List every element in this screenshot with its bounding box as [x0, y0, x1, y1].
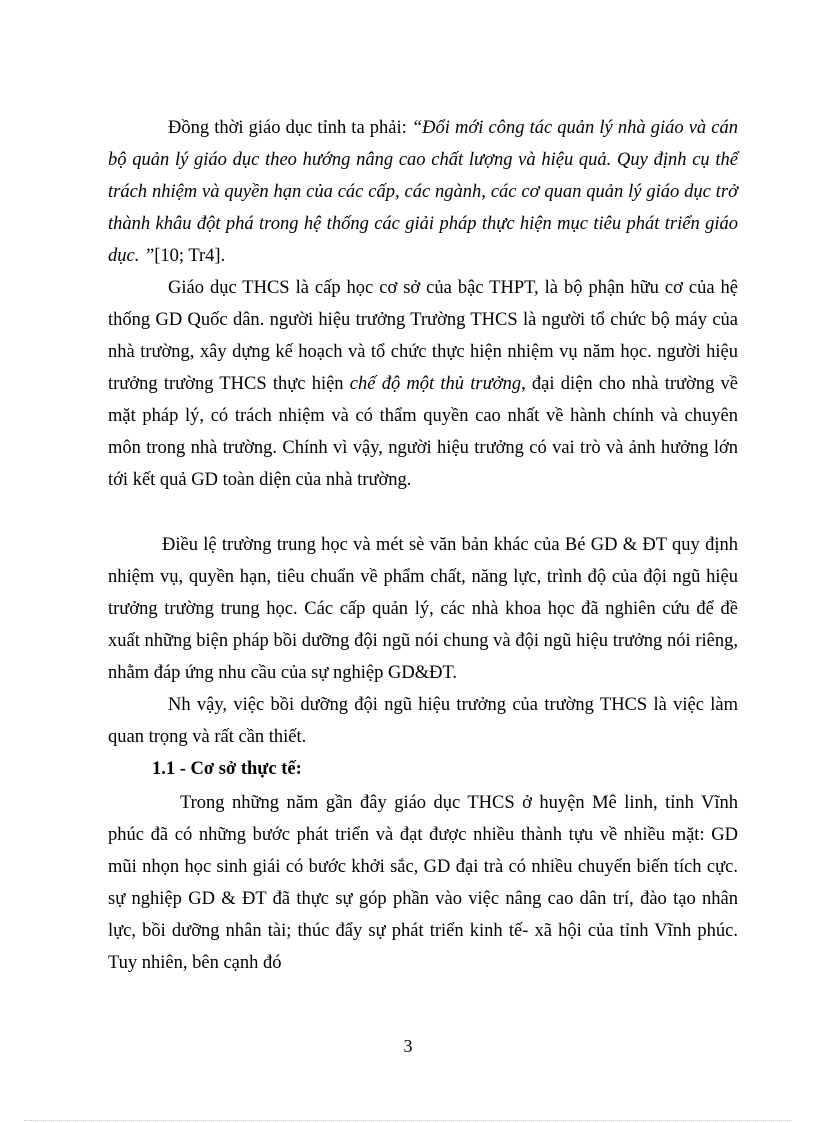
citation: [10; Tr4]. [154, 246, 226, 266]
paragraph-education-reform [108, 112, 738, 272]
paragraph-text: Trong những năm gần đây giáo dục THCS ở huyện Mê linh, tỉnh Vĩnh phúc đã có những bước phát triển và đạt được nhiều thành tựu về nhiều mặt: GD mũi nhọn học sinh giái có bước khởi sắc, GD đại trà có nhiều chuyển biến tích cực. sự nghiệp GD & ĐT đã thực sự góp phần vào việc nâng cao dân trí, đào tạo nhân lực, bồi dưỡng nhân tài; thúc đẩy sự phát triển kinh tế- xã hội của tỉnh Vĩnh phúc. Tuy nhiên, bên cạnh đó [108, 793, 738, 973]
italic-phrase: chế độ một thủ trưởng [349, 374, 522, 394]
paragraph-practical-basis [108, 787, 738, 979]
paragraph-text: Điều lệ trường trung học và mét sè văn bản khác của Bé GD & ĐT quy định nhiệm vụ, quyền hạn, tiêu chuẩn về phẩm chất, năng lực, trình độ của đội ngũ hiệu trưởng trường trung học. Các cấp quản lý, các nhà khoa học đã nghiên cứu để đề xuất những biện pháp bồi dưỡng đội ngũ nói chung và đội ngũ hiệu trưởng nói riêng, nhằm đáp ứng nhu cầu của sự nghiệp GD&ĐT. [108, 535, 738, 683]
paragraph-text: Nh vậy, việc bồi dưỡng đội ngũ hiệu trưởng của trường THCS là việc làm quan trọng và rất cần thiết. [108, 695, 738, 747]
paragraph-text-before: Giáo dục THCS là cấp học cơ sở của bậc THPT, là bộ phận hữu cơ của hệ thống GD Quốc dân. người hiệu trưởng Trường THCS là người tổ chức bộ máy của nhà trường, xây dựng kế hoạch và tổ chức thực hiện nhiệm vụ năm học. người hiệu trưởng trường THCS thực hiện [108, 278, 738, 394]
paragraph-text-after: , đại diện cho nhà trường về mặt pháp lý, có trách nhiệm và có thẩm quyền cao nhất về hành chính và chuyên môn trong nhà trường. Chính vì vậy, người hiệu trưởng có vai trò và ảnh hưởng lớn tới kết quả GD toàn diện của nhà trường. [108, 374, 739, 490]
paragraph-thcs-principal [108, 272, 738, 496]
paragraph-regulations [108, 529, 738, 689]
paragraph-conclusion [108, 689, 738, 753]
page-bottom-divider [24, 1120, 792, 1121]
page-number: 3 [403, 1036, 413, 1056]
section-heading: 1.1 - Cơ sở thực tế: [152, 759, 302, 779]
paragraph-lead: Đồng thời giáo dục tỉnh ta phải: [168, 118, 412, 138]
quotation: “Đổi mới công tác quản lý nhà giáo và cán bộ quản lý giáo dục theo hướng nâng cao chất lượng và hiệu quả. Quy định cụ thể trách nhiệm và quyền hạn của các cấp, các ngành, các cơ quan quản lý giáo dục trở thành khâu đột phá trong hệ thống các giải pháp thực hiện mục tiêu phát triển giáo dục. ” [108, 118, 738, 266]
